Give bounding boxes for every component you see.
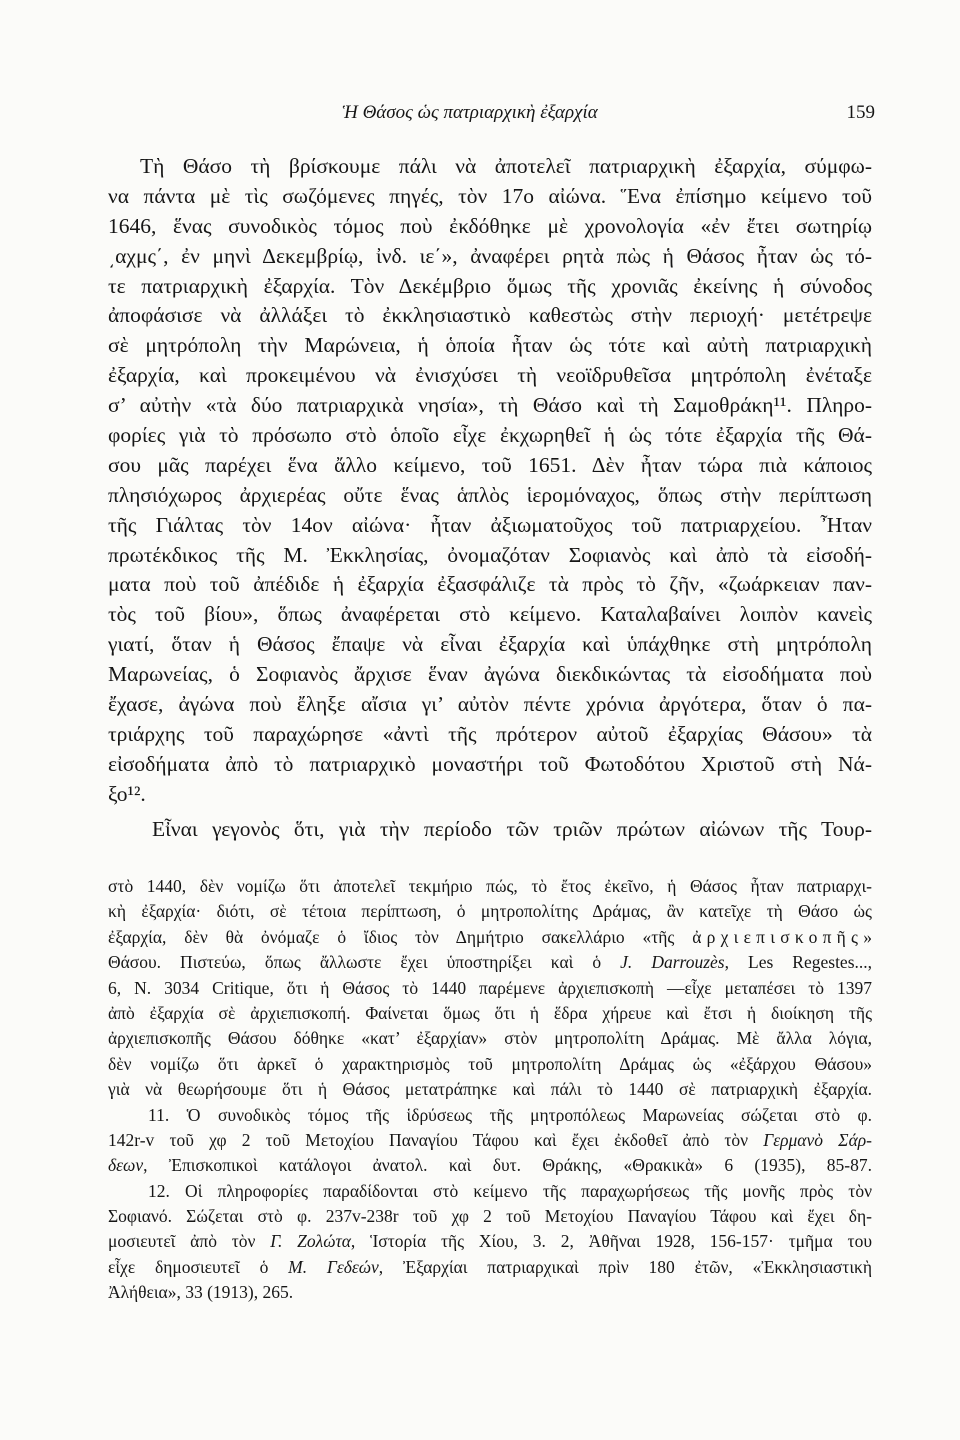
footnote-line: [108, 1077, 872, 1102]
footnote-text: , Ἱστορία τῆς Χίου, 3. 2, Ἀθῆναι 1928, 156-157· τμῆμα του: [350, 1231, 872, 1252]
body-text-line: ἐξαρχία, καὶ προκειμένου νὰ ἐνισχύσει τὴ νεοϊδρυθεῖσα μητρόπολη ἐνέταξε: [108, 363, 872, 388]
running-head: [0, 100, 960, 126]
body-text-line: σ’ αὐτὴν «τὰ δύο πατριαρχικὰ νησία», τὴ Θάσο καὶ τὴ Σαμοθράκη¹¹. Πληρο-: [108, 393, 872, 418]
footnote-line: [108, 925, 872, 950]
main-text: [108, 152, 872, 844]
footnote-text: »: [863, 926, 872, 947]
footnote-line: [108, 1204, 872, 1229]
footnote-line: [108, 950, 872, 975]
footnote-text: Θάσου. Πιστεύω, ὅπως ἄλλωστε ἔχει ὑποστηρίξει καὶ ὁ: [108, 952, 621, 973]
footnote-line: [108, 1153, 872, 1178]
body-text-line: εἰσοδήματα ἀπὸ τὸ πατριαρχικὸ μοναστήρι τοῦ Φωτοδότου Χριστοῦ στὴ Νά-: [108, 751, 872, 776]
footnote-text: 11. Ὁ συνοδικὸς τόμος τῆς ἱδρύσεως τῆς μητροπόλεως Μαρωνείας σώζεται στὸ φ.: [148, 1104, 872, 1125]
footnote-text: εἶχε δημοσιευτεῖ ὁ: [108, 1256, 289, 1277]
body-text-line: τῆς Γιάλτας τὸν 14ον αἰώνα· ἦταν ἀξιωματοῦχος τοῦ πατριαρχείου. Ἦταν: [108, 512, 872, 537]
body-text-line: ξο¹².: [108, 781, 146, 806]
italic-author-name: Γερμανὸ Σάρ-: [763, 1129, 872, 1150]
italic-author-name: Γ. Ζολώτα: [270, 1231, 351, 1252]
footnote-text: κὴ ἐξαρχία· διότι, σὲ τέτοια περίπτωση, ὁ μητροπολίτης Δράμας, ἂν κατεῖχε τὴ Θάσο ὡς: [108, 901, 872, 922]
footnotes: [108, 874, 872, 1306]
body-text-line: ἀποφάσισε νὰ ἀλλάξει τὸ ἐκκλησιαστικὸ καθεστὼς στὴν περιοχή· μετέτρεψε: [108, 303, 872, 328]
footnote-text: , Ἐπισκοπικοὶ κατάλογοι ἀνατολ. καὶ δυτ. Θράκης, «Θρακικὰ» 6 (1935), 85-87.: [143, 1155, 872, 1176]
footnote-line: [108, 1001, 872, 1026]
body-text-line: πρωτέκδικος τῆς Μ. Ἐκκλησίας, ὀνομαζόταν Σοφιανὸς καὶ ἀπὸ τὰ εἰσοδή-: [108, 542, 872, 567]
running-head-title: Ἡ Θάσος ὡς πατριαρχικὴ ἐξαρχία: [342, 102, 598, 123]
body-text-line: φορίες γιὰ τὸ πρόσωπο στὸ ὁποῖο εἶχε ἐκχωρηθεῖ ἡ ὡς τότε ἐξαρχία τῆς Θά-: [108, 423, 872, 448]
footnote-text: ἐξαρχία, δὲν θὰ ὀνόμαζε ὁ ἴδιος τὸν Δημήτριο σακελλάριο «τῆς: [108, 926, 693, 947]
italic-author-name: δεων: [108, 1155, 144, 1176]
body-text-line: να πάντα μὲ τὶς σωζόμενες πηγές, τὸν 17ο αἰώνα. Ἕνα ἐπίσημο κείμενο τοῦ: [108, 183, 872, 208]
body-text-line: τὸς τοῦ βίου», ὅπως ἀναφέρεται στὸ κείμενο. Καταλαβαίνει λοιπὸν κανεὶς: [108, 602, 872, 627]
footnote-text: Σοφιανό. Σώζεται στὸ φ. 237v-238r τοῦ χφ 2 τοῦ Μετοχίου Παναγίου Τάφου καὶ ἔχει δη-: [108, 1206, 872, 1227]
body-text-line: 1646, ἕνας συνοδικὸς τόμος ποὺ ἐκδόθηκε μὲ χρονολογία «ἐν ἔτει σωτηρίῳ: [108, 213, 872, 238]
body-text-line: γιατί, ὅταν ἡ Θάσος ἔπαψε νὰ εἶναι ἐξαρχία καὶ ὑπάχθηκε στὴ μητρόπολη: [108, 632, 872, 657]
footnote-text: δὲν νομίζω ὅτι ἀρκεῖ ὁ χαρακτηρισμὸς τοῦ μητροπολίτη Δράμας ὡς «ἐξάρχου Θάσου»: [108, 1053, 872, 1074]
italic-author-name: J. Darrouzès: [620, 952, 725, 973]
footnote-line: [108, 874, 872, 899]
body-text-line: Εἶναι γεγονὸς ὅτι, γιὰ τὴν περίοδο τῶν τριῶν πρώτων αἰώνων τῆς Τουρ-: [152, 816, 872, 841]
footnote-line: [108, 1128, 872, 1153]
footnote-text: 142r-v τοῦ χφ 2 τοῦ Μετοχίου Παναγίου Τάφου καὶ ἔχει ἐκδοθεῖ ἀπὸ τὸν: [108, 1129, 764, 1150]
body-text-line: ἔχασε, ἀγώνα ποὺ ἔληξε αἴσια γι’ αὐτὸν πέντε χρόνια ἀργότερα, ὅταν ὁ πα-: [108, 692, 872, 717]
body-text-line: τε πατριαρχικὴ ἐξαρχία. Τὸν Δεκέμβριο ὅμως τῆς χρονιᾶς ἐκείνης ἡ σύνοδος: [108, 273, 872, 298]
footnote-text: 6, N. 3034 Critique, ὅτι ἡ Θάσος τὸ 1440 παρέμενε ἀρχιεπισκοπὴ —εἶχε μεταπέσει τὸ 1397: [108, 977, 872, 998]
body-text-line: σὲ μητρόπολη τὴν Μαρώνεια, ἡ ὁποία ἦταν ὡς τότε καὶ αὐτὴ πατριαρχικὴ: [108, 333, 872, 358]
body-text-line: Τὴ Θάσο τὴ βρίσκουμε πάλι νὰ ἀποτελεῖ πατριαρχικὴ ἐξαρχία, σύμφω-: [140, 154, 872, 178]
body-text-line: ματα ποὺ τοῦ ἀπέδιδε ἡ ἐξαρχία ἐξασφάλιζε τὰ πρὸς τὸ ζῆν, «ζωάρκειαν παν-: [108, 572, 872, 597]
footnote-line: [108, 1280, 872, 1305]
footnote-text: 12. Οἱ πληροφορίες παραδίδονται στὸ κείμενο τῆς παραχωρήσεως τῆς μονῆς πρὸς τὸν: [148, 1180, 872, 1201]
body-text-line: ͵αχμς΄, ἐν μηνὶ Δεκεμβρίῳ, ἰνδ. ιε΄», ἀναφέρει ρητὰ πὼς ἡ Θάσος ἦταν ὡς τό-: [108, 243, 872, 268]
body-text-line: Μαρωνείας, ὁ Σοφιανὸς ἄρχισε ἕναν ἀγώνα διεκδικώντας τὰ εἰσοδήματα ποὺ: [108, 662, 872, 687]
footnote-text: , Ἐξαρχίαι πατριαρχικαὶ πρὶν 180 ἐτῶν, «Ἐκκλησιαστικὴ: [378, 1256, 872, 1277]
footnote-text: ἀπὸ ἐξαρχία σὲ ἀρχιεπισκοπή. Φαίνεται ὅμως ὅτι ἡ ἕδρα χήρευε καὶ ἔτσι ἡ διοίκηση τῆς: [108, 1002, 872, 1023]
body-text-line: πλησιόχωρος ἀρχιερέας οὔτε ἕνας ἁπλὸς ἱερομόναχος, ὅπως στὴν περίπτωση: [108, 482, 872, 507]
footnote-line: [108, 976, 872, 1001]
footnote-line: [108, 1026, 872, 1051]
footnote-line: [108, 1255, 872, 1280]
body-text-line: τριάρχης τοῦ παραχώρησε «ἀντὶ τῆς πρότερον αὐτοῦ ἐξαρχίας Θάσου» τὰ: [108, 721, 872, 746]
footnote-text: στὸ 1440, δὲν νομίζω ὅτι ἀποτελεῖ τεκμήριο πώς, τὸ ἔτος ἐκεῖνο, ἡ Θάσος ἦταν πατριαρχι-: [108, 876, 872, 896]
footnote-line: [108, 1179, 872, 1204]
letterspaced-word: ἀρχιεπισκοπῆς: [692, 926, 864, 947]
footnote-line: [108, 1229, 872, 1254]
footnote-line: [108, 899, 872, 924]
footnote-text: Ἀλήθεια», 33 (1913), 265.: [108, 1282, 294, 1303]
footnote-line: [108, 1052, 872, 1077]
italic-author-name: Μ. Γεδεών: [288, 1256, 379, 1277]
footnote-line: [108, 1103, 872, 1128]
footnote-text: μοσιευτεῖ ἀπὸ τὸν: [108, 1231, 271, 1252]
footnote-text: , Les Regestes...,: [724, 952, 872, 973]
body-text-line: σου μᾶς παρέχει ἕνα ἄλλο κείμενο, τοῦ 1651. Δὲν ἦταν τώρα πιὰ κάποιος: [108, 452, 872, 477]
footnote-text: γιὰ νὰ θεωρήσουμε ὅτι ἡ Θάσος μετατράπηκε καὶ πάλι τὸ 1440 σὲ πατριαρχικὴ ἐξαρχία.: [108, 1079, 872, 1100]
footnote-text: ἀρχιεπισκοπῆς Θάσου δόθηκε «κατ’ ἐξαρχίαν» στὸν μητροπολίτη Δράμας. Μὲ ἄλλα λόγια,: [108, 1028, 872, 1049]
page-number: 159: [846, 102, 875, 123]
